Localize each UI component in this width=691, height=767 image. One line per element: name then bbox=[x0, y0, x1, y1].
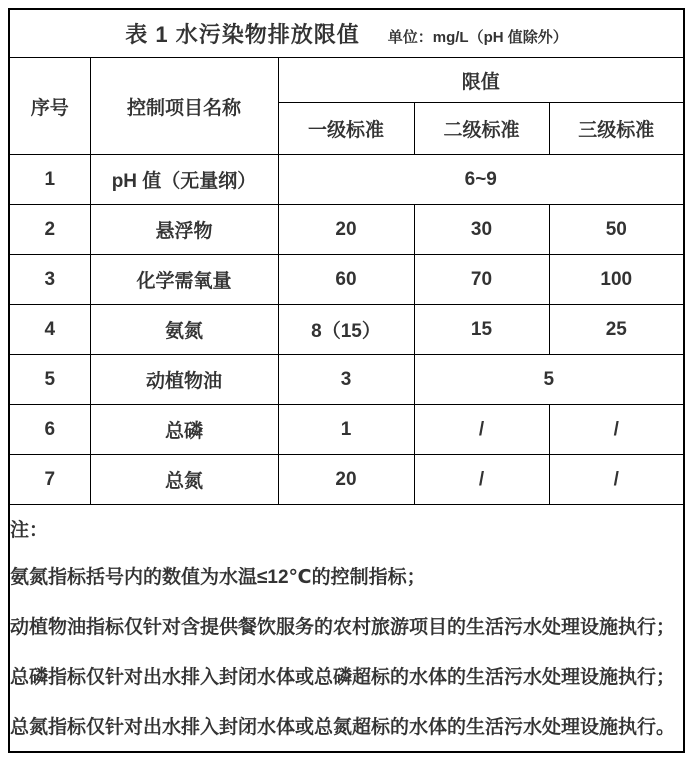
row-no-cell: 5 bbox=[9, 355, 90, 405]
limit-value-cell: 8（15） bbox=[278, 305, 414, 355]
table-row-ammonia-nitrogen bbox=[9, 305, 684, 355]
item-name-cell: 动植物油 bbox=[90, 355, 278, 405]
table-row-cod bbox=[9, 255, 684, 305]
limit-value-cell: 3 bbox=[278, 355, 414, 405]
limit-value-cell: 30 bbox=[414, 205, 549, 255]
item-name-cell: 总磷 bbox=[90, 405, 278, 455]
limit-value-cell: 1 bbox=[278, 405, 414, 455]
item-name-cell: 悬浮物 bbox=[90, 205, 278, 255]
limit-value-cell: 50 bbox=[549, 205, 684, 255]
notes-label: 注： bbox=[10, 519, 49, 541]
header-level-2: 二级标准 bbox=[414, 103, 549, 155]
limit-value-cell: 20 bbox=[278, 455, 414, 505]
header-col-index: 序号 bbox=[9, 58, 90, 155]
limit-value-cell: 70 bbox=[414, 255, 549, 305]
table-row-suspended-solids bbox=[9, 205, 684, 255]
table-row-total-phosphorus bbox=[9, 405, 684, 455]
title-cell bbox=[9, 9, 684, 58]
notes-cell bbox=[9, 505, 684, 753]
item-name-cell: 总氮 bbox=[90, 455, 278, 505]
table-row-ph bbox=[9, 155, 684, 205]
row-no-cell: 2 bbox=[9, 205, 90, 255]
row-no-cell: 7 bbox=[9, 455, 90, 505]
table-unit-label: 单位：mg/L（pH 值除外） bbox=[387, 29, 568, 46]
row-no-cell: 3 bbox=[9, 255, 90, 305]
table-title: 表 1 水污染物排放限值 bbox=[125, 22, 360, 47]
table-row-total-nitrogen bbox=[9, 455, 684, 505]
header-level-1: 一级标准 bbox=[278, 103, 414, 155]
limit-value-cell: 6~9 bbox=[278, 155, 684, 205]
note-oil: 动植物油指标仅针对含提供餐饮服务的农村旅游项目的生活污水处理设施执行； bbox=[10, 616, 676, 638]
notes-row bbox=[9, 505, 684, 753]
limit-value-cell: 25 bbox=[549, 305, 684, 355]
pollutant-limits-table bbox=[8, 8, 685, 753]
note-phosphorus: 总磷指标仅针对出水排入封闭水体或总磷超标的水体的生活污水处理设施执行； bbox=[10, 666, 676, 688]
limit-value-cell: / bbox=[414, 455, 549, 505]
limit-value-cell: 60 bbox=[278, 255, 414, 305]
limit-value-cell: 15 bbox=[414, 305, 549, 355]
title-row bbox=[9, 9, 684, 58]
limit-value-cell: 20 bbox=[278, 205, 414, 255]
header-row-top bbox=[9, 58, 684, 103]
limit-value-cell: / bbox=[549, 455, 684, 505]
note-nitrogen: 总氮指标仅针对出水排入封闭水体或总氮超标的水体的生活污水处理设施执行。 bbox=[10, 716, 676, 738]
item-name-cell: 氨氮 bbox=[90, 305, 278, 355]
limit-value-cell: / bbox=[414, 405, 549, 455]
row-no-cell: 6 bbox=[9, 405, 90, 455]
limit-value-cell: / bbox=[549, 405, 684, 455]
row-no-cell: 4 bbox=[9, 305, 90, 355]
limit-value-cell: 100 bbox=[549, 255, 684, 305]
header-level-3: 三级标准 bbox=[549, 103, 684, 155]
row-no-cell: 1 bbox=[9, 155, 90, 205]
header-col-item: 控制项目名称 bbox=[90, 58, 278, 155]
header-col-limit: 限值 bbox=[278, 58, 684, 103]
table-row-animal-vegetable-oil bbox=[9, 355, 684, 405]
limit-value-cell: 5 bbox=[414, 355, 684, 405]
item-name-cell: pH 值（无量纲） bbox=[90, 155, 278, 205]
note-ammonia: 氨氮指标括号内的数值为水温≤12℃的控制指标； bbox=[10, 566, 426, 588]
item-name-cell: 化学需氧量 bbox=[90, 255, 278, 305]
